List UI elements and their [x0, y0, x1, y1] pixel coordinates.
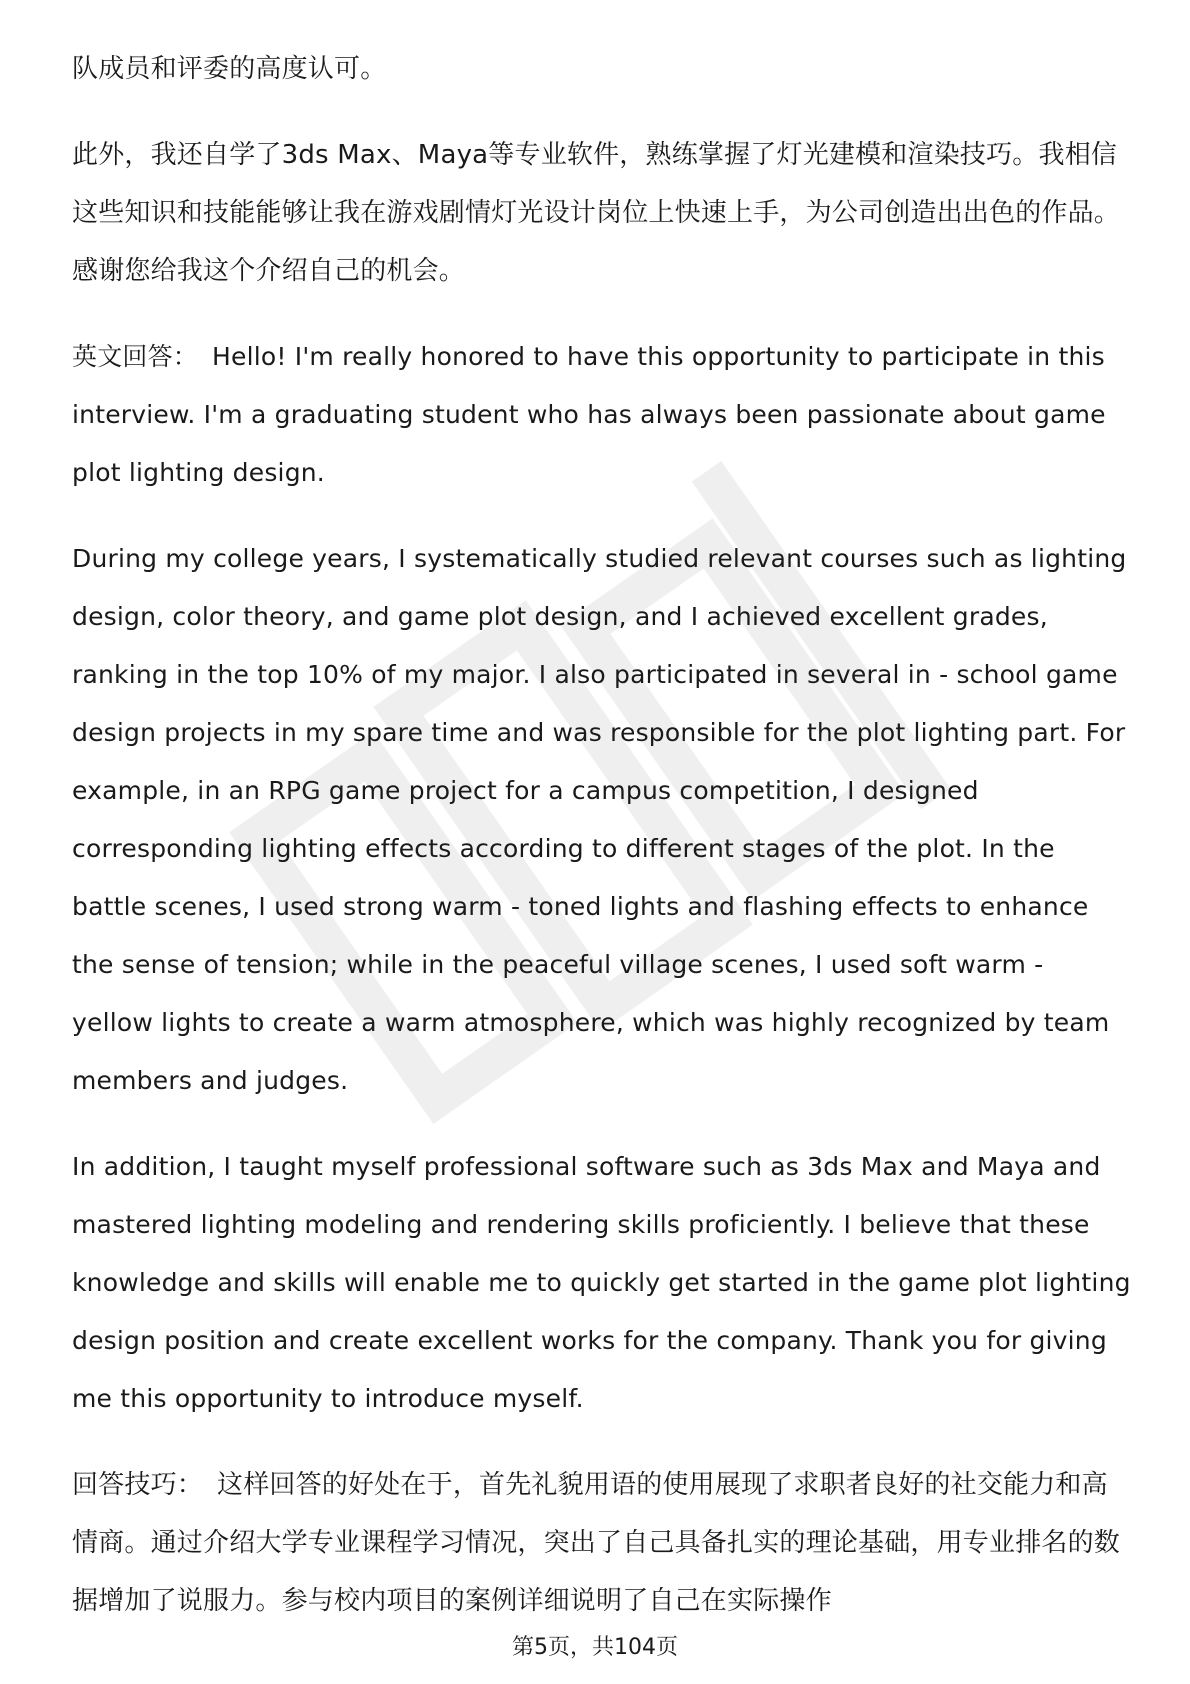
watermark-text: 职场资料库 [597, 1130, 603, 1131]
paragraph-text: 此外，我还自学了3ds Max、Maya等专业软件，熟练掌握了灯光建模和渲染技巧。我相信这些知识和技能能够让我在游戏剧情灯光设计岗位上快速上手，为公司创造出出色的作品。感谢您给我这个介绍自己的机会。 [72, 140, 1121, 286]
paragraph-text: During my college years, I systematically studied relevant courses such as lighting design, color theory, and game plot design, and I achieved excellent grades, ranking in the top 10% of my major. I also participated in several in - school game design projects in my spare time and was responsible for the plot lighting part. For example, in an RPG game project for a campus competition, I designed corresponding lighting effects according to different stages of the plot. In the battle scenes, I used strong warm - toned lights and flashing effects to enhance the sense of tension; while in the peaceful village scenes, I used soft warm - yellow lights to create a warm atmosphere, which was highly recognized by team members and judges. [72, 544, 1127, 1095]
paragraph-continuation [72, 40, 1132, 98]
document-body [72, 40, 1132, 1658]
paragraph-college-experience [72, 530, 1132, 1110]
paragraph-text: In addition, I taught myself professional software such as 3ds Max and Maya and mastered lighting modeling and rendering skills proficiently. I believe that these knowledge and skills will enable me to quickly get started in the game plot lighting design position and create excellent works for the company. Thank you for giving me this opportunity to introduce myself. [72, 1152, 1131, 1413]
paragraph-answer-tips [72, 1456, 1132, 1630]
paragraph-english-answer-intro [72, 328, 1132, 502]
paragraph-software-skills-zh [72, 126, 1132, 300]
english-answer-label: 英文回答： [72, 342, 199, 371]
paragraph-software-skills-en [72, 1138, 1132, 1428]
paragraph-text: Hello! I'm really honored to have this opportunity to participate in this interview. I'm a graduating student who has always been passionate about game plot lighting design. [72, 342, 1106, 487]
paragraph-text: 队成员和评委的高度认可。 [72, 54, 387, 84]
page-number: 第5页，共104页 [512, 1635, 678, 1660]
paragraph-text: 这样回答的好处在于，首先礼貌用语的使用展现了求职者良好的社交能力和高情商。通过介绍大学专业课程学习情况，突出了自己具备扎实的理论基础，用专业排名的数据增加了说服力。参与校内项目的案例详细说明了自己在实际操作 [72, 1470, 1121, 1616]
answer-tips-label: 回答技巧： [72, 1470, 204, 1500]
